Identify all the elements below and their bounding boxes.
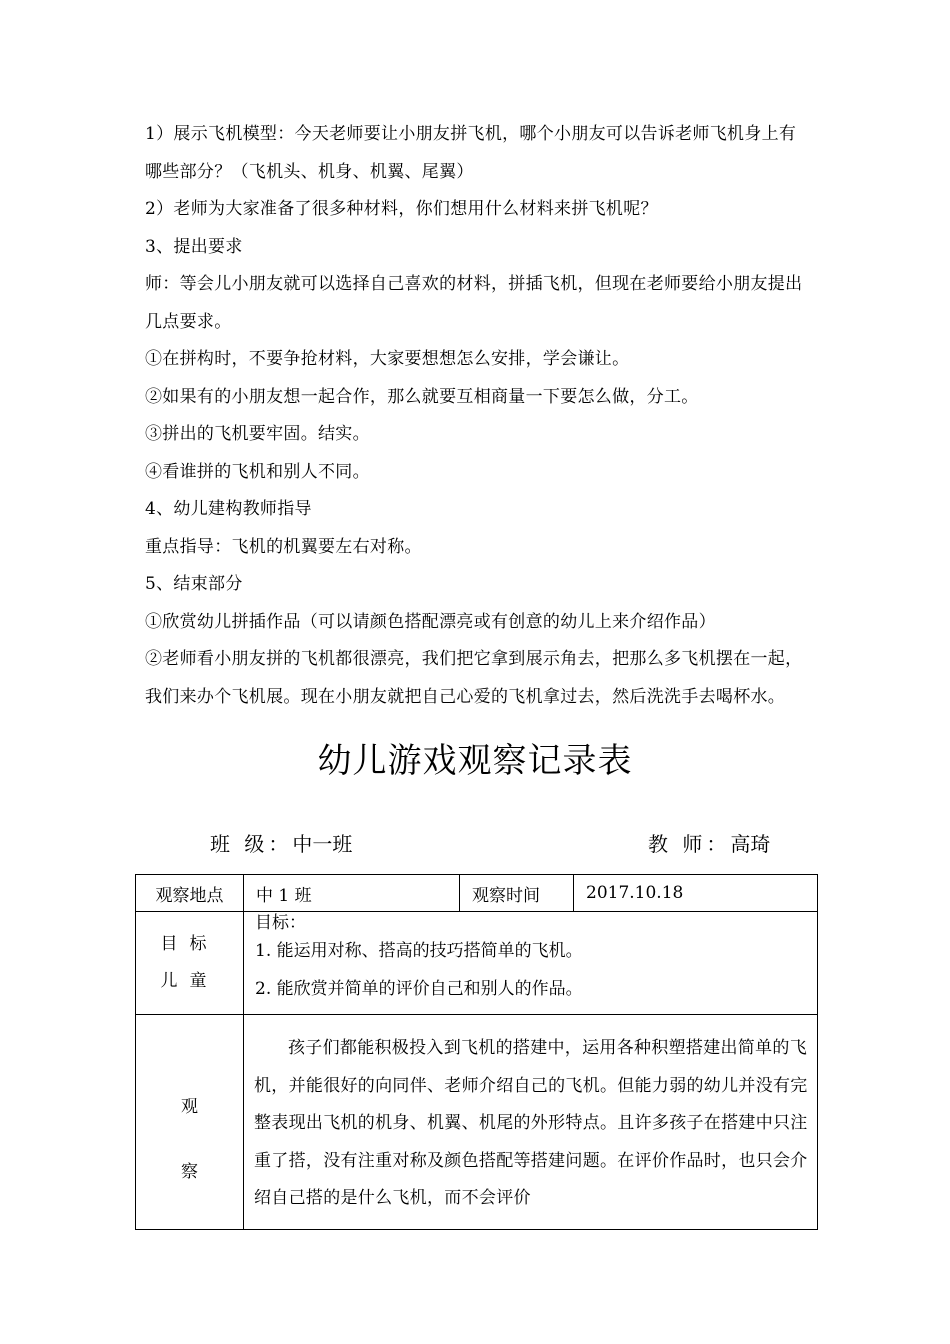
lesson-text — [145, 116, 810, 716]
class-info — [210, 828, 352, 860]
paragraph: 2）老师为大家准备了很多种材料，你们想用什么材料来拼飞机呢？ — [145, 199, 658, 219]
observe-label-top: 观 — [181, 1097, 198, 1117]
observation-table — [135, 874, 818, 1230]
class-value: 中一班 — [292, 832, 353, 856]
location-value: 中 1 班 — [244, 875, 460, 912]
paragraph: 1）展示飞机模型：今天老师要让小朋友拼飞机，哪个小朋友可以告诉老师飞机身上有哪些部分？（飞机头、机身、机翼、尾翼） — [145, 124, 797, 182]
list-item: ④看谁拼的飞机和别人不同。 — [145, 461, 370, 482]
goal-item: 2. 能欣赏并简单的评价自己和别人的作品。 — [255, 978, 583, 999]
observe-label-cell — [136, 1015, 244, 1230]
time-label: 观察时间 — [460, 875, 574, 912]
paragraph: 重点指导：飞机的机翼要左右对称。 — [145, 536, 422, 557]
goal-label: 目标 — [160, 934, 219, 954]
goal-item: 1. 能运用对称、搭高的技巧搭简单的飞机。 — [255, 941, 583, 961]
observe-content: 孩子们都能积极投入到飞机的搭建中，运用各种积塑搭建出简单的飞机，并能很好的向同伴、老师介绍自己的飞机。但能力弱的幼儿并没有完整表现出飞机的机身、机翼、机尾的外形特点。且许多孩子在搭建中只注重了搭，没有注重对称及颜色搭配等搭建问题。在评价作品时，也只会介绍自己搭的是什么飞机，而不会评价 — [244, 1015, 818, 1230]
list-item: ②如果有的小朋友想一起合作，那么就要互相商量一下要怎么做，分工。 — [145, 386, 699, 407]
record-title: 幼儿游戏观察记录表 — [317, 741, 633, 781]
list-item: ①在拼构时，不要争抢材料，大家要想想怎么安排，学会谦让。 — [145, 349, 630, 369]
section-heading: 4、幼儿建构教师指导 — [145, 499, 312, 519]
child-label: 儿童 — [160, 971, 219, 991]
goal-label-cell — [136, 912, 244, 1015]
goal-content — [244, 912, 818, 1015]
section-heading: 5、结束部分 — [145, 574, 243, 594]
time-value: 2017.10.18 — [574, 875, 818, 912]
goal-heading: 目标： — [255, 913, 306, 933]
observe-label-bottom: 察 — [181, 1162, 198, 1182]
location-label: 观察地点 — [136, 875, 244, 912]
teacher-value: 高琦 — [730, 832, 771, 856]
list-item: ②老师看小朋友拼的飞机都很漂亮，我们把它拿到展示角去，把那么多飞机摆在一起，我们来办个飞机展。现在小朋友就把自己心爱的飞机拿过去，然后洗洗手去喝杯水。 — [145, 649, 803, 707]
teacher-label: 教 师： — [648, 832, 731, 856]
table-row — [136, 875, 818, 912]
table-row — [136, 912, 818, 1015]
teacher-info — [648, 828, 770, 860]
table-row — [136, 1015, 818, 1230]
list-item: ①欣赏幼儿拼插作品（可以请颜色搭配漂亮或有创意的幼儿上来介绍作品） — [145, 611, 716, 632]
list-item: ③拼出的飞机要牢固。结实。 — [145, 424, 370, 444]
class-label: 班 级： — [210, 832, 293, 856]
section-heading: 3、提出要求 — [145, 236, 243, 257]
paragraph: 师：等会儿小朋友就可以选择自己喜欢的材料，拼插飞机，但现在老师要给小朋友提出几点要求。 — [145, 274, 803, 332]
